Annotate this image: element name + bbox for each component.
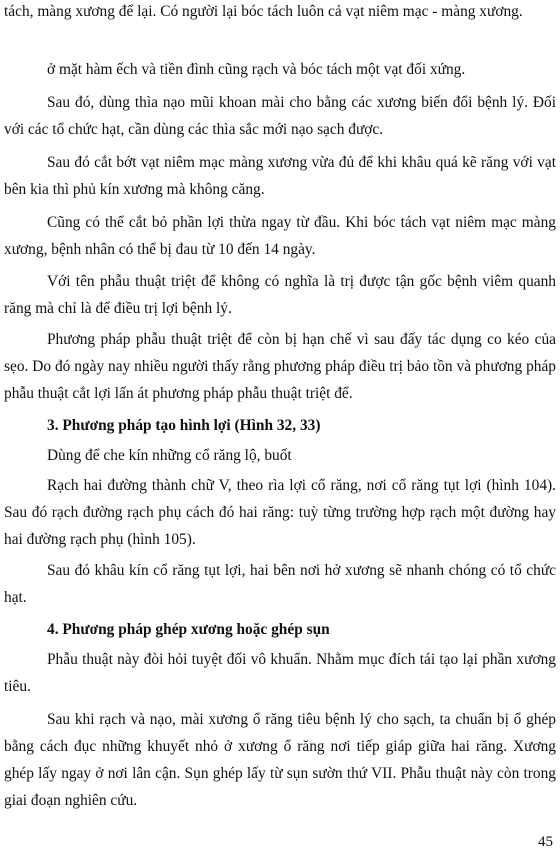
section-heading-3: 3. Phương pháp tạo hình lợi (Hình 32, 33): [47, 417, 321, 434]
paragraph-4: Sau đó cắt bớt vạt niêm mạc màng xương vừa đủ để khi khâu quá kẽ răng với vạt bên kia thì phủ kín xương mà không căng.: [4, 154, 556, 198]
paragraph-9: Rạch hai đường thành chữ V, theo rìa lợi cổ răng, nơi cổ răng tụt lợi (hình 104). Sau đó rạch đường rạch phụ cách đó hai răng: tuỳ từng trường hợp rạch một đường hay hai đường rạch phụ (hình 105).: [4, 477, 556, 548]
paragraph-8: Dùng để che kín những cổ răng lộ, buốt: [47, 447, 292, 464]
paragraph-10: Sau đó khâu kín cổ răng tụt lợi, hai bên nơi hở xương sẽ nhanh chóng có tổ chức hạt.: [4, 562, 556, 606]
paragraph-6: Với tên phẫu thuật triệt để không có nghĩa là trị được tận gốc bệnh viêm quanh răng mà chỉ là để điều trị lợi bệnh lý.: [4, 273, 556, 317]
page-number: 45: [538, 834, 553, 850]
paragraph-5: Cũng có thể cắt bỏ phần lợi thừa ngay từ đầu. Khi bóc tách vạt niêm mạc màng xương, bệnh nhân có thể bị đau từ 10 đến 14 ngày.: [4, 214, 556, 258]
paragraph-1: tách, màng xương để lại. Có người lại bóc tách luôn cả vạt niêm mạc - màng xương.: [4, 3, 523, 20]
paragraph-2: ở mặt hàm ếch và tiền đình cũng rạch và bóc tách một vạt đối xứng.: [47, 61, 466, 78]
paragraph-3: Sau đó, dùng thìa nạo mũi khoan mài cho bằng các xương biến đổi bệnh lý. Đối với các tổ chức hạt, cần dùng các thìa sắc mới nạo sạch được.: [4, 94, 556, 138]
paragraph-11: Phẫu thuật này đòi hỏi tuyệt đối vô khuẩn. Nhằm mục đích tái tạo lại phần xương tiêu.: [4, 651, 556, 695]
paragraph-7: Phương pháp phẫu thuật triệt để còn bị hạn chế vì sau đấy tác dụng co kéo của sẹo. Do đó ngày nay nhiều người thấy rằng phương pháp điều trị bảo tồn và phương pháp phẫu thuật cắt lợi lấn át phương pháp phẫu thuật triệt để.: [4, 331, 556, 402]
paragraph-12: Sau khi rạch và nạo, mài xương ổ răng tiêu bệnh lý cho sạch, ta chuẩn bị ổ ghép bằng cách đục những khuyết nhỏ ở xương ổ răng nơi tiếp giáp giữa hai răng. Xương ghép lấy ngay ở nơi lân cận. Sụn ghép lấy từ sụn sườn thứ VII. Phẫu thuật này còn trong giai đoạn nghiên cứu.: [4, 711, 556, 809]
section-heading-4: 4. Phương pháp ghép xương hoặc ghép sụn: [47, 621, 330, 638]
